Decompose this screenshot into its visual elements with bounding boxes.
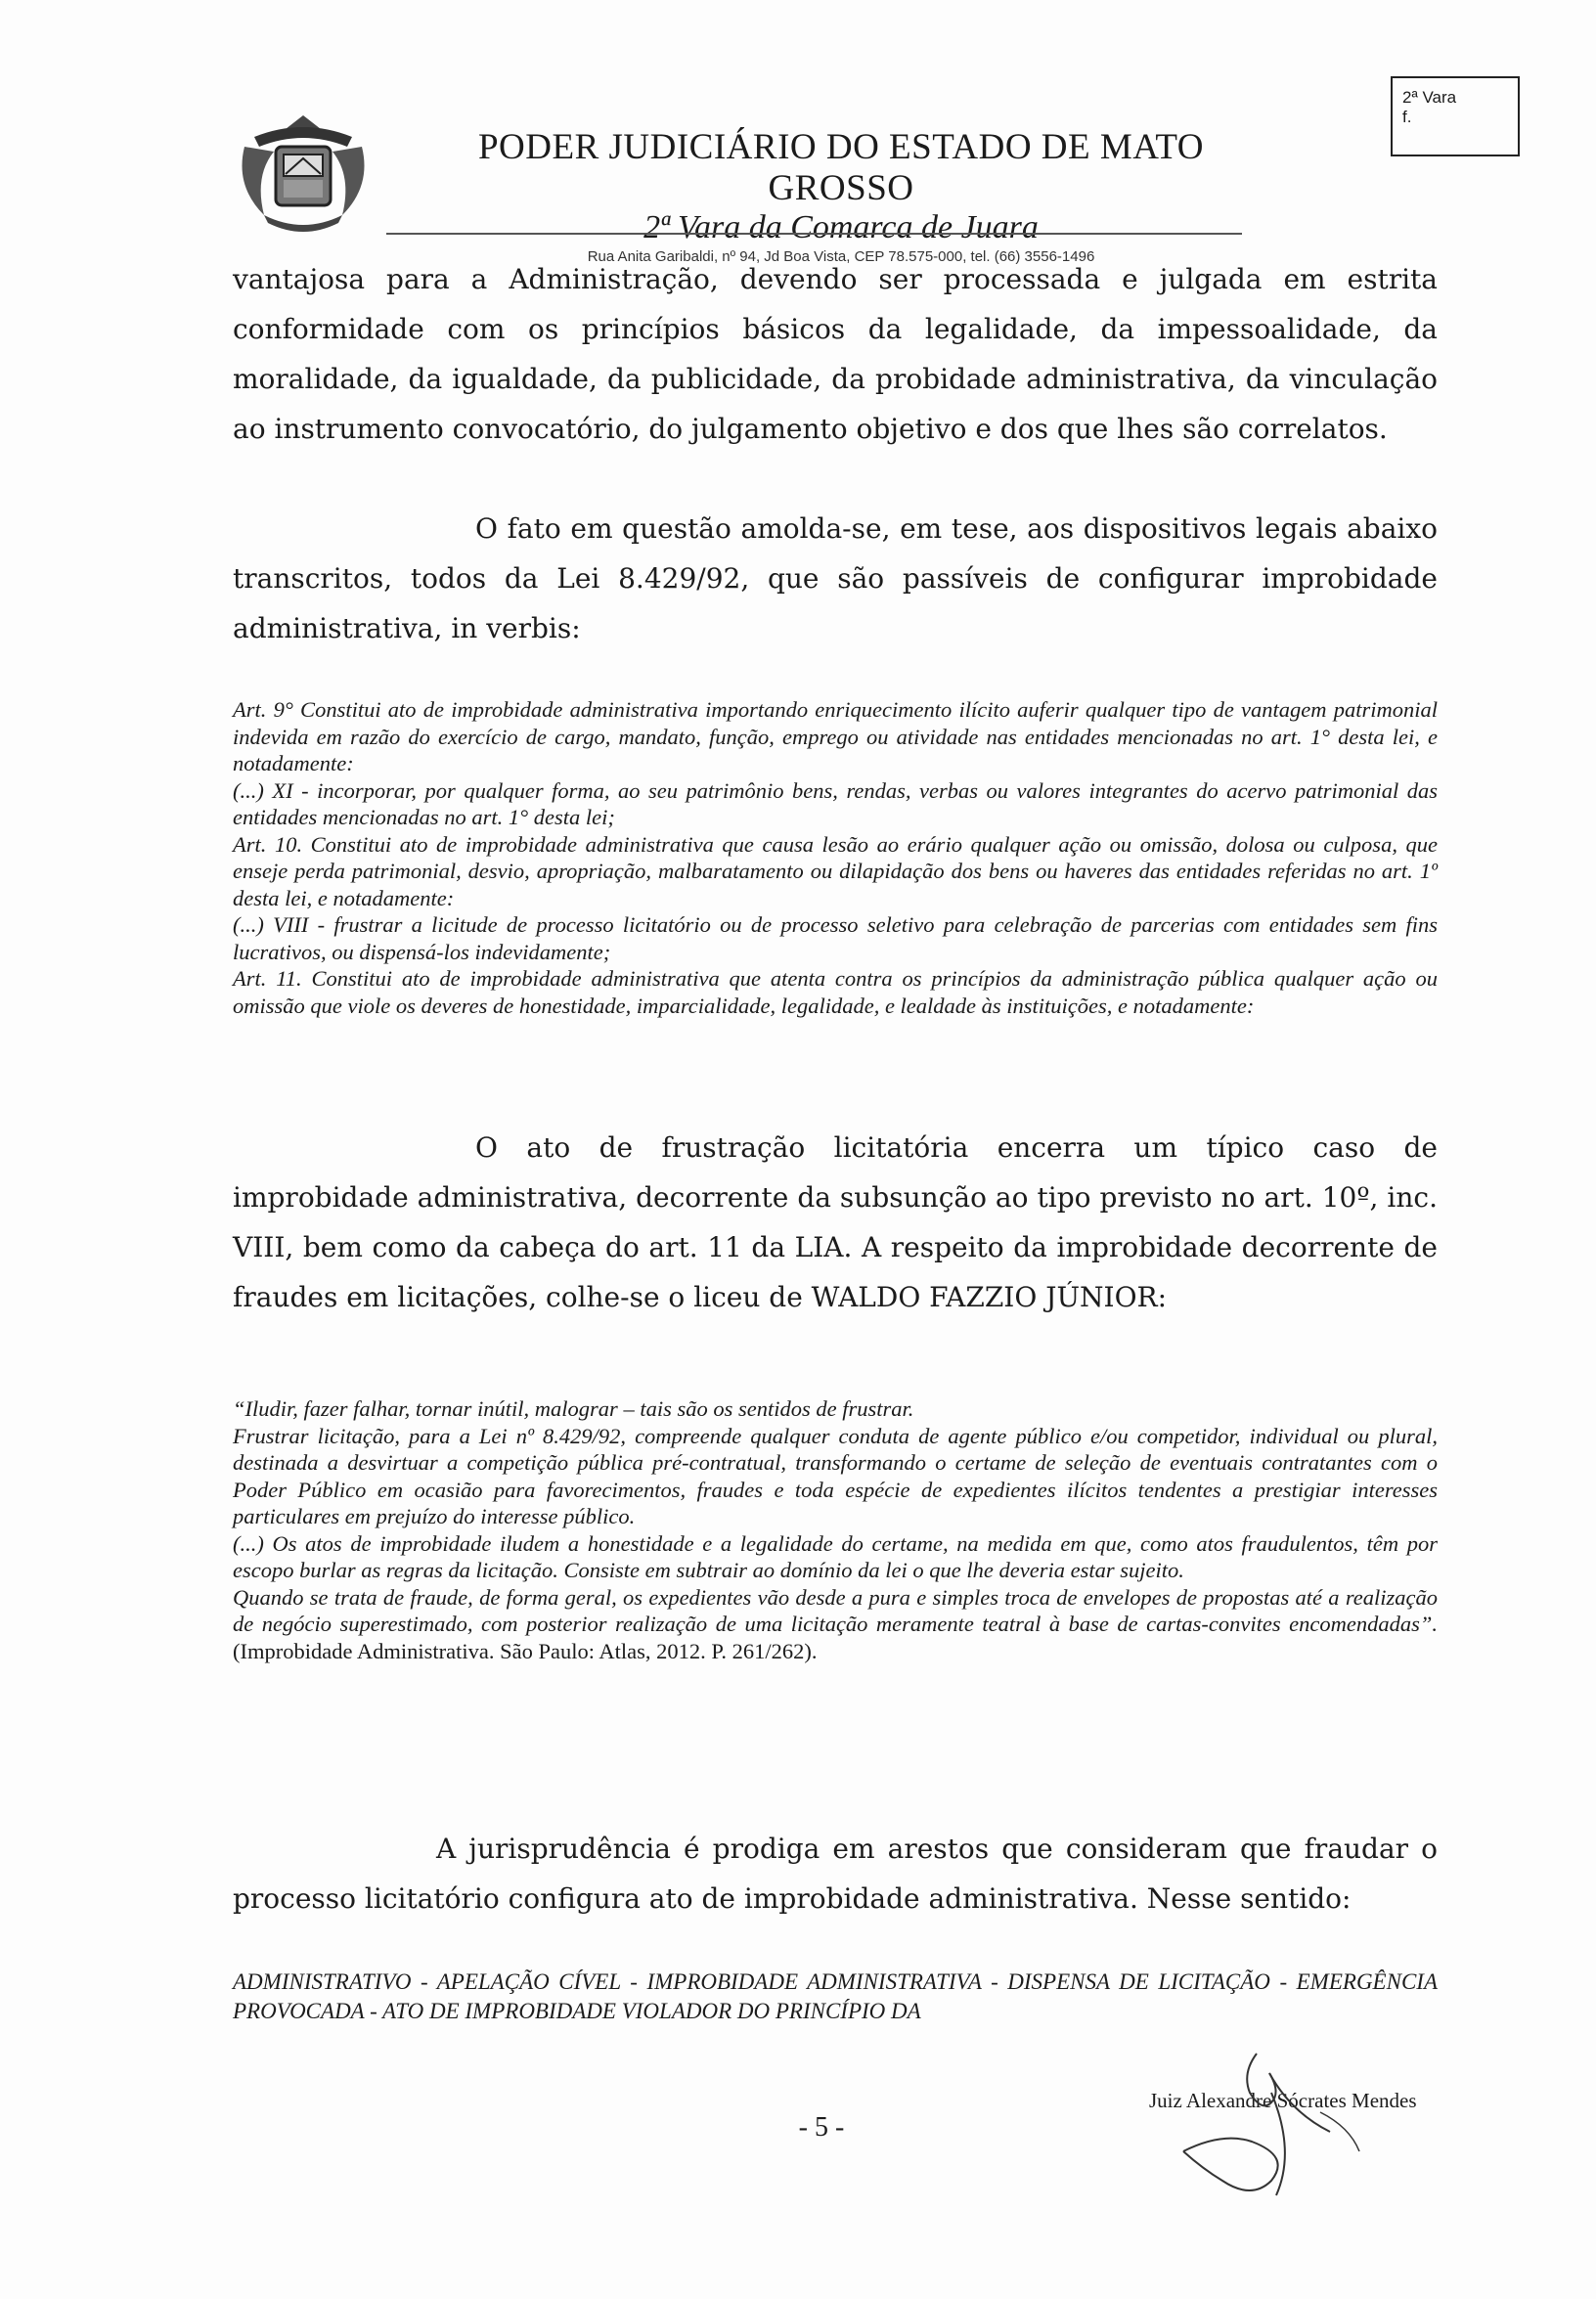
stamp-folio: f.: [1402, 108, 1412, 126]
quote-art-11: Art. 11. Constitui ato de improbidade administrativa que atenta contra os princípios da administração pública qualquer ação ou omissão que viole os deveres de honestidade, imparcialidade, legalidade, e lealdade às instituições, e notadamente:: [233, 966, 1438, 1018]
quote-art-9-xi: (...) XI - incorporar, por qualquer forma, ao seu patrimônio bens, rendas, verbas ou valores integrantes do acervo patrimonial das entidades mencionadas no art. 1° desta lei;: [233, 777, 1438, 829]
court-name: PODER JUDICIÁRIO DO ESTADO DE MATO GROSSO: [477, 127, 1205, 208]
quote-doctrine-4-text: Quando se trata de fraude, de forma geral, os expedientes vão desde a pura e simples troca de envelopes de propostas até a realização de negócio superestimado, com posterior realização de uma licitação meramente teatral à base de cartas-convites encomendadas”.: [233, 1584, 1438, 1636]
paragraph-jurisprudence: A jurisprudência é prodiga em arestos que consideram que fraudar o processo licitatório configura ato de improbidade administrativa. Nesse sentido:: [233, 1833, 1438, 1915]
paragraph-legal-provisions: O fato em questão amolda-se, em tese, aos dispositivos legais abaixo transcritos, todos da Lei 8.429/92, que são passíveis de configurar improbidade administrativa, in verbis:: [233, 512, 1438, 644]
quote-law-articles: [233, 696, 1438, 1019]
court-address: Rua Anita Garibaldi, nº 94, Jd Boa Vista, CEP 78.575-000, tel. (66) 3556-1496: [587, 248, 1095, 265]
coat-of-arms-icon: [225, 108, 381, 244]
judge-name: Juiz Alexandre Sócrates Mendes: [1149, 2089, 1417, 2112]
letterhead: [411, 127, 1271, 268]
quote-doctrine: [233, 1395, 1438, 1664]
quote-doctrine-2: Frustrar licitação, para a Lei nº 8.429/92, compreende qualquer conduta de agente público e/ou competidor, individual ou plural, destinada a desvirtuar a competição pública pré-contratual, transformando o certame de seleção de eventuais contratantes com o Poder Público em ocasião para favorecimentos, fraudes e toda espécie de expedientes ilícitos tendentes a prestigiar interesses particulares em prejuízo do interesse público.: [233, 1423, 1438, 1528]
paragraph-frustration: O ato de frustração licitatória encerra um típico caso de improbidade administrativa, decorrente da subsunção ao tipo previsto no art. 10º, inc. VIII, bem como da cabeça do art. 11 da LIA. A respeito da improbidade decorrente de fraudes em licitações, colhe-se o liceu de WALDO FAZZIO JÚNIOR:: [233, 1131, 1438, 1313]
folio-stamp: [1391, 76, 1520, 156]
quote-doctrine-1: “Iludir, fazer falhar, tornar inútil, malograr – tais são os sentidos de frustrar.: [233, 1396, 914, 1421]
quote-art-10-viii: (...) VIII - frustrar a licitude de processo licitatório ou de processo seletivo para celebração de parcerias com entidades sem fins lucrativos, ou dispensá-los indevidamente;: [233, 912, 1438, 964]
quote-art-9: Art. 9° Constitui ato de improbidade administrativa importando enriquecimento ilícito auferir qualquer tipo de vantagem patrimonial indevida em razão do exercício de cargo, mandato, função, emprego ou atividade nas entidades mencionadas no art. 1° desta lei, e notadamente:: [233, 697, 1438, 775]
page-number: - 5 -: [798, 2112, 845, 2143]
signature-icon: [1125, 2034, 1379, 2200]
case-headnote: ADMINISTRATIVO - APELAÇÃO CÍVEL - IMPROBIDADE ADMINISTRATIVA - DISPENSA DE LICITAÇÃO - EMERGÊNCIA PROVOCADA - ATO DE IMPROBIDADE VIOLADOR DO PRINCÍPIO DA: [233, 1969, 1438, 2023]
quote-doctrine-4: [233, 1584, 1438, 1665]
stamp-vara: 2ª Vara: [1402, 88, 1457, 107]
quote-doctrine-3: (...) Os atos de improbidade iludem a honestidade e a legalidade do certame, na medida em que, como atos fraudulentos, têm por escopo burlar as regras da licitação. Consiste em subtrair ao domínio da lei o que lhe deveria estar sujeito.: [233, 1530, 1438, 1582]
paragraph-principles: vantajosa para a Administração, devendo ser processada e julgada em estrita conformidade com os princípios básicos da legalidade, da impessoalidade, da moralidade, da igualdade, da publicidade, da probidade administrativa, da vinculação ao instrumento convocatório, do julgamento objetivo e dos que lhes são correlatos.: [233, 263, 1438, 445]
header-divider: [386, 233, 1242, 235]
court-division: 2ª Vara da Comarca de Juara: [643, 209, 1039, 245]
quote-citation: (Improbidade Administrativa. São Paulo: Atlas, 2012. P. 261/262).: [233, 1638, 818, 1663]
quote-art-10: Art. 10. Constitui ato de improbidade administrativa que causa lesão ao erário qualquer ação ou omissão, dolosa ou culposa, que enseje perda patrimonial, desvio, apropriação, malbaratamento ou dilapidação dos bens ou haveres das entidades referidas no art. 1º desta lei, e notadamente:: [233, 831, 1438, 910]
